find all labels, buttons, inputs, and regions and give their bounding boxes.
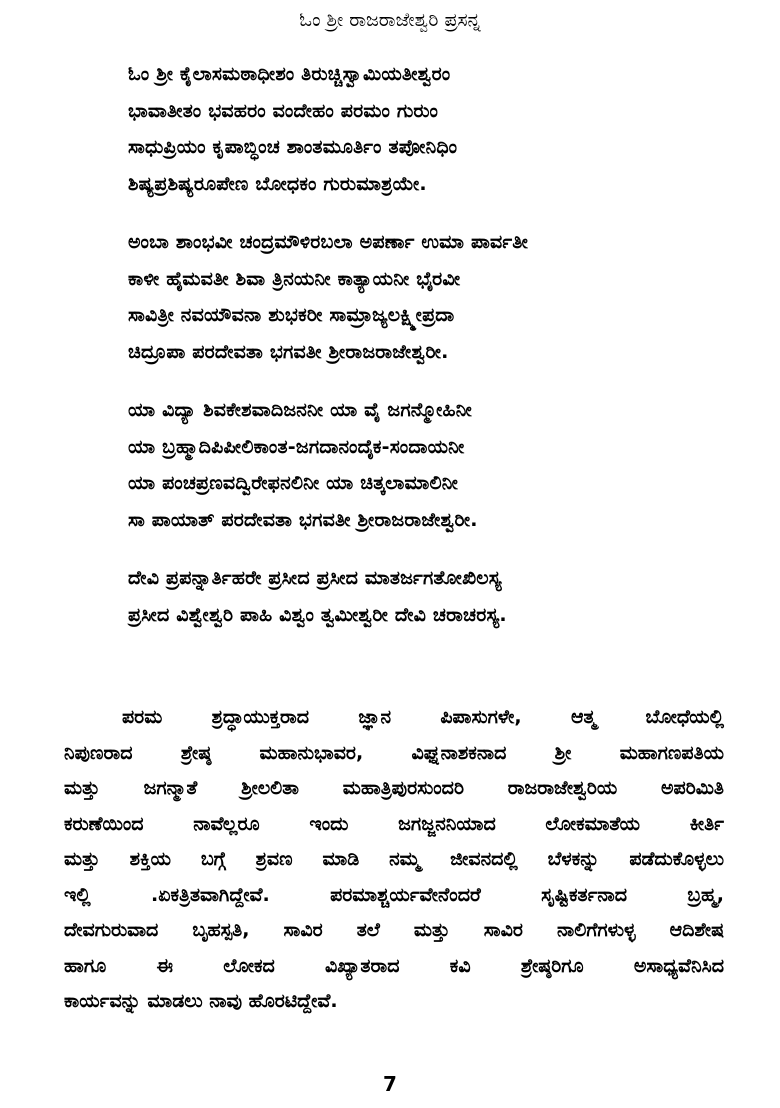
prose-line: ನಿಪುಣರಾದ ಶ್ರೇಷ್ಠ ಮಹಾನುಭಾವರ, ವಿಘ್ನನಾಶಕನಾದ ಶ್ರೀ ಮಹಾಗಣಪತಿಯ — [64, 741, 724, 764]
verse-section — [128, 56, 728, 655]
stanza-2 — [128, 224, 728, 370]
verse-line: ಭಾವಾತೀತಂ ಭವಹರಂ ವಂದೇಹಂ ಪರಮಂ ಗುರುಂ — [128, 99, 439, 122]
prose-line: ಇಲ್ಲಿ .ಏಕತ್ರಿತವಾಗಿದ್ದೇವೆ. ಪರಮಾಶ್ಚರ್ಯವೇನೆಂದರೆ ಸೃಷ್ಟಿಕರ್ತನಾದ ಬ್ರಹ್ಮ, — [64, 883, 724, 906]
verse-line: ಯಾ ವಿದ್ಯಾ ಶಿವಕೇಶವಾದಿಜನನೀ ಯಾ ವೈ ಜಗನ್ಮೋಹಿನೀ — [128, 399, 472, 421]
verse-line: ಚಿದ್ರೂಪಾ ಪರದೇವತಾ ಭಗವತೀ ಶ್ರೀರಾಜರಾಜೇಶ್ವರೀ. — [128, 340, 449, 363]
prose-line: ದೇವಗುರುವಾದ ಬೃಹಸ್ಪತಿ, ಸಾವಿರ ತಲೆ ಮತ್ತು ಸಾವಿರ ನಾಲಿಗೆಗಳುಳ್ಳ ಆದಿಶೇಷ — [64, 919, 724, 941]
verse-line: ಯಾ ಪಂಚಪ್ರಣವದ್ವಿರೇಫನಲಿನೀ ಯಾ ಚಿತ್ಕಲಾಮಾಲಿನೀ — [128, 472, 459, 494]
page-number: 7 — [383, 1072, 397, 1096]
prose-line: ಕರುಣೆಯಿಂದ ನಾವೆಲ್ಲರೂ ಇಂದು ಜಗಜ್ಜನನಿಯಾದ ಲೋಕಮಾತೆಯ ಕೀರ್ತಿ — [64, 812, 724, 835]
verse-line: ಓಂ ಶ್ರೀ ಕೈಲಾಸಮಠಾಧೀಶಂ ತಿರುಚ್ಚಿಸ್ವಾಮಿಯತೀಶ್ವರಂ — [128, 63, 451, 85]
prose-line: ಹಾಗೂ ಈ ಲೋಕದ ವಿಖ್ಯಾತರಾದ ಕವಿ ಶ್ರೇಷ್ಠರಿಗೂ ಅಸಾಧ್ಯವೆನಿಸಿದ — [64, 954, 724, 977]
stanza-4 — [128, 560, 728, 633]
stanza-3 — [128, 392, 728, 538]
prose-line: ಮತ್ತು ಶಕ್ತಿಯ ಬಗ್ಗೆ ಶ್ರವಣ ಮಾಡಿ ನಮ್ಮ ಜೀವನದಲ್ಲಿ ಬೆಳಕನ್ನು ಪಡೆದುಕೊಳ್ಳಲು — [64, 848, 724, 870]
header-title: ಓಂ ಶ್ರೀ ರಾಜರಾಜೇಶ್ವರಿ ಪ್ರಸನ್ನ — [299, 9, 481, 31]
verse-line: ದೇವಿ ಪ್ರಪನ್ನಾರ್ತಿಹರೇ ಪ್ರಸೀದ ಪ್ರಸೀದ ಮಾತರ್ಜಗತೋಖಿಲಸ್ಯ — [128, 567, 502, 589]
verse-line: ಯಾ ಬ್ರಹ್ಮಾದಿಪಿಪೀಲಿಕಾಂತ-ಜಗದಾನಂದೈಕ-ಸಂದಾಯನೀ — [128, 435, 465, 458]
prose-line: ಪರಮ ಶ್ರದ್ಧಾಯುಕ್ತರಾದ ಜ್ಞಾನ ಪಿಪಾಸುಗಳೇ, ಆತ್ಮ ಬೋಧೆಯಲ್ಲಿ — [122, 706, 724, 728]
verse-line: ಸಾಧುಪ್ರಿಯಂ ಕೃಪಾಬ್ಧಿಂಚ ಶಾಂತಮೂರ್ತಿಂ ತಪೋನಿಧಿಂ — [128, 136, 458, 158]
verse-line: ಪ್ರಸೀದ ವಿಶ್ವೇಶ್ವರಿ ಪಾಹಿ ವಿಶ್ವಂ ತ್ವಮೀಶ್ವರೀ ದೇವಿ ಚರಾಚರಸ್ಯ. — [128, 603, 507, 626]
verse-line: ಸಾವಿತ್ರೀ ನವಯೌವನಾ ಶುಭಕರೀ ಸಾಮ್ರಾಜ್ಯಲಕ್ಷ್ಮೀಪ್ರದಾ — [128, 304, 455, 326]
prose-paragraph — [64, 700, 724, 1020]
verse-line: ಸಾ ಪಾಯಾತ್ ಪರದೇವತಾ ಭಗವತೀ ಶ್ರೀರಾಜರಾಜೇಶ್ವರೀ. — [128, 508, 478, 531]
verse-line: ಕಾಳೀ ಹೈಮವತೀ ಶಿವಾ ತ್ರಿನಯನೀ ಕಾತ್ಯಾಯನೀ ಭೈರವೀ — [128, 267, 461, 290]
verse-line: ಶಿಷ್ಯಪ್ರಶಿಷ್ಯರೂಪೇಣ ಬೋಧಕಂ ಗುರುಮಾಶ್ರಯೇ. — [128, 172, 427, 195]
stanza-1 — [128, 56, 728, 202]
prose-line: ಕಾರ್ಯವನ್ನು ಮಾಡಲು ನಾವು ಹೊರಟಿದ್ದೇವೆ. — [64, 990, 338, 1012]
prose-line: ಮತ್ತು ಜಗನ್ಮಾತೆ ಶ್ರೀಲಲಿತಾ ಮಹಾತ್ರಿಪುರಸುಂದರಿ ರಾಜರಾಜೇಶ್ವರಿಯ ಅಪರಿಮಿತಿ — [64, 777, 724, 799]
verse-line: ಅಂಬಾ ಶಾಂಭವೀ ಚಂದ್ರಮೌಳಿರಬಲಾ ಅಪರ್ಣಾ ಉಮಾ ಪಾರ್ವತೀ — [128, 231, 529, 253]
page-header — [0, 8, 780, 32]
